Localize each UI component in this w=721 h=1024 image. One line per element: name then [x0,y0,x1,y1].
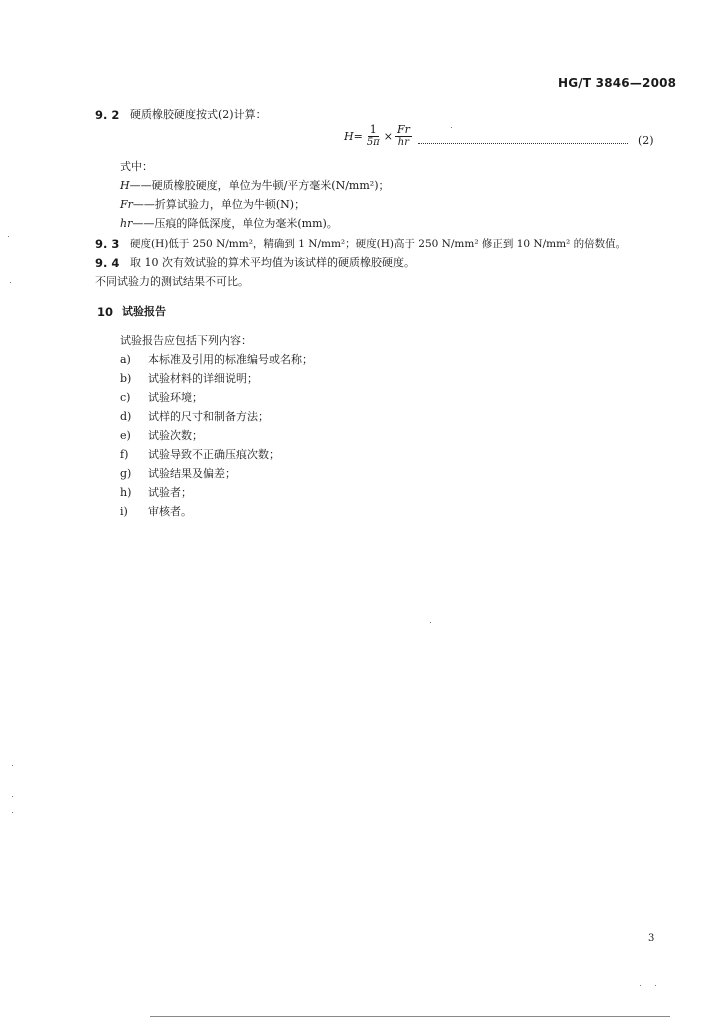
standard-code-header: HG/T 3846—2008 [558,76,677,90]
report-list-item [120,429,203,443]
scan-speck [10,282,11,283]
list-text: 试验次数； [148,429,203,442]
list-text: 试验导致不正确压痕次数； [148,448,280,461]
list-text: 本标准及引用的标准编号或名称； [148,353,313,366]
definition-text: ——硬质橡胶硬度，单位为牛顿/平方毫米(N/mm²)； [129,179,390,192]
formula-dot-leader [418,143,628,144]
scan-speck [12,765,13,766]
list-text: 审核者。 [148,505,192,518]
section-10-title: 试验报告 [122,305,166,318]
report-list-item [120,353,313,367]
formula-constant-fraction [365,124,382,149]
list-text: 试验结果及偏差； [148,467,236,480]
definition-symbol: hr [120,217,133,230]
clause-9-4-note: 不同试验力的测试结果不可比。 [95,275,249,288]
list-text: 试样的尺寸和制备方法； [148,410,269,423]
formula-constant-numerator: 1 [369,123,377,136]
scan-speck [640,985,641,986]
clause-9-2-number: 9. 2 [95,108,120,122]
definition-item [120,217,338,231]
list-label: g) [120,467,132,480]
clause-9-4-number: 9. 4 [95,256,120,270]
list-label: b) [120,372,132,385]
formula-equation-number: (2) [638,134,654,147]
clause-9-2-text: 硬质橡胶硬度按式(2)计算： [130,108,267,121]
formula-force-denominator: hr [397,137,410,148]
definition-text: ——压痕的降低深度，单位为毫米(mm)。 [132,217,338,230]
scan-edge-line [150,1016,670,1017]
list-label: c) [120,391,131,404]
report-list-item [120,391,203,405]
formula-constant-denominator: 5π [366,137,380,148]
formula-force-fraction [395,124,412,149]
clause-9-3-number: 9. 3 [95,237,120,251]
report-list-item [120,505,192,519]
scan-speck [655,985,656,986]
formula-lhs: H [344,130,354,143]
where-label: 式中： [120,160,153,173]
scan-speck [12,796,13,797]
page-number: 3 [648,933,655,944]
list-label: d) [120,410,132,423]
scan-speck [451,127,452,128]
report-intro: 试验报告应包括下列内容： [120,334,252,347]
formula-force-numerator: Fr [396,123,410,136]
list-text: 试验环境； [148,391,203,404]
definition-item [120,179,389,193]
list-label: h) [120,486,132,499]
clause-9-4-text: 取 10 次有效试验的算术平均值为该试样的硬质橡胶硬度。 [130,256,415,269]
clause-9-3-text: 硬度(H)低于 250 N/mm²，精确到 1 N/mm²；硬度(H)高于 250 N/mm² 修正到 10 N/mm² 的倍数值。 [130,238,627,250]
scan-speck [430,622,431,623]
report-list-item [120,467,236,481]
scan-speck [8,236,9,237]
report-list-item [120,410,269,424]
hardness-formula [344,124,414,149]
report-list-item [120,486,192,500]
list-label: e) [120,429,131,442]
list-label: a) [120,353,131,366]
definition-symbol: H [120,179,130,192]
report-list-item [120,372,258,386]
list-label: i) [120,505,128,518]
formula-equals: = [353,130,363,143]
report-list-item [120,448,280,462]
definition-item [120,198,305,212]
definition-symbol: Fr [120,198,133,211]
list-text: 试验者； [148,486,192,499]
definition-text: ——折算试验力，单位为牛顿(N)； [132,198,306,211]
list-label: f) [120,448,129,461]
scan-speck [12,812,13,813]
formula-times: × [383,130,393,143]
section-10-number: 10 [97,305,114,319]
list-text: 试验材料的详细说明； [148,372,258,385]
